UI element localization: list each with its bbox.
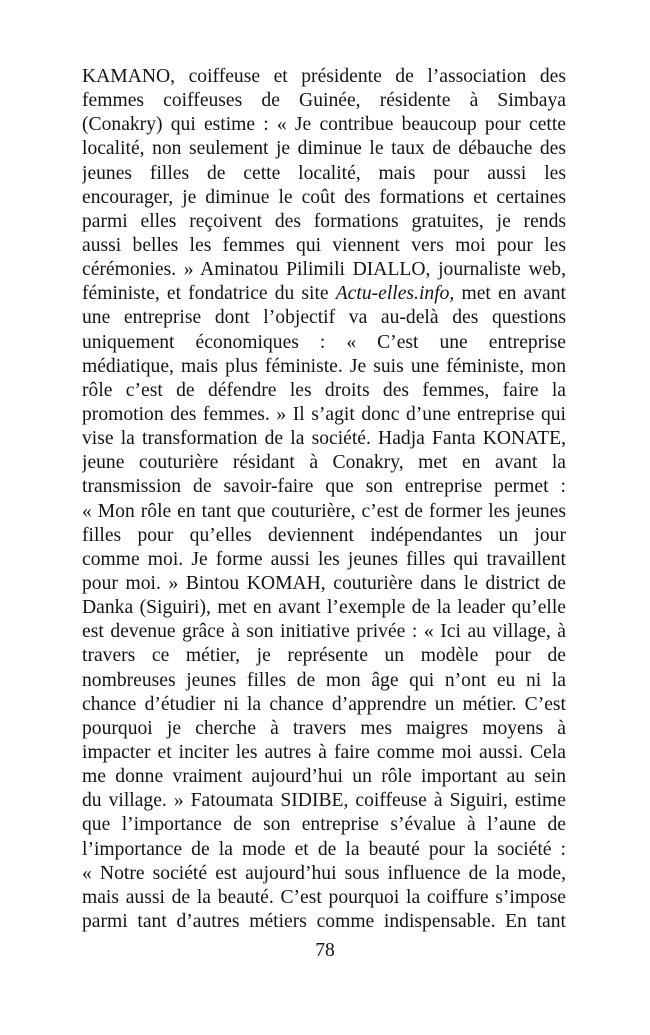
- text-line: du village. » Fatoumata SIDIBE, coiffeuse à Siguiri, estime: [82, 790, 566, 812]
- body-text: [82, 65, 566, 934]
- text-line-with-italic: [82, 282, 566, 306]
- text-line: me donne vraiment aujourd’hui un rôle important au sein: [82, 766, 566, 788]
- text-line: parmi tant d’autres métiers comme indispensable. En tant: [82, 910, 566, 932]
- text-line: KAMANO, coiffeuse et présidente de l’association des: [82, 66, 566, 87]
- text-line: médiatique, mais plus féministe. Je suis une féministe, mon: [82, 355, 566, 377]
- text-line: travers ce métier, je représente un modèle pour de: [82, 645, 566, 667]
- text-line: que l’importance de son entreprise s’évalue à l’aune de: [82, 814, 566, 836]
- text-line: pourquoi je cherche à travers mes maigres moyens à: [82, 717, 566, 739]
- website-name: Actu-elles.info,: [335, 283, 455, 305]
- text-line: jeune couturière résidant à Conakry, met en avant la: [82, 452, 566, 474]
- text-line: une entreprise dont l’objectif va au-delà des questions: [82, 307, 566, 329]
- page-number: 78: [315, 940, 335, 961]
- text-line: femmes coiffeuses de Guinée, résidente à Simbaya: [82, 90, 566, 112]
- text-line: chance d’étudier ni la chance d’apprendre un métier. C’est: [82, 693, 566, 715]
- text-line: aussi belles les femmes qui viennent vers moi pour les: [82, 234, 566, 256]
- text-line: uniquement économiques : « C’est une entreprise: [82, 331, 566, 353]
- text-line: vise la transformation de la société. Hadja Fanta KONATE,: [82, 428, 566, 450]
- text-line: est devenue grâce à son initiative privée : « Ici au village, à: [82, 621, 566, 643]
- text-line: nombreuses jeunes filles de mon âge qui n’ont eu ni la: [82, 669, 566, 691]
- text-line: jeunes filles de cette localité, mais pour aussi les: [82, 162, 566, 184]
- text-line: transmission de savoir-faire que son entreprise permet :: [82, 476, 566, 498]
- text-line: encourager, je diminue le coût des formations et certaines: [82, 186, 566, 208]
- text-line: rôle c’est de défendre les droits des femmes, faire la: [82, 379, 566, 401]
- text-segment: féministe, et fondatrice du site: [82, 283, 336, 305]
- text-line: Danka (Siguiri), met en avant l’exemple de la leader qu’elle: [82, 597, 566, 619]
- text-line: parmi elles reçoivent des formations gratuites, je rends: [82, 210, 566, 232]
- text-line: pour moi. » Bintou KOMAH, couturière dans le district de: [82, 572, 566, 594]
- text-line: comme moi. Je forme aussi les jeunes filles qui travaillent: [82, 548, 566, 570]
- text-line: « Mon rôle en tant que couturière, c’est de former les jeunes: [82, 500, 566, 522]
- text-segment: met en avant: [454, 283, 566, 305]
- text-line: mais aussi de la beauté. C’est pourquoi la coiffure s’impose: [82, 886, 566, 908]
- text-line: filles pour qu’elles deviennent indépendantes un jour: [82, 524, 566, 546]
- text-line: localité, non seulement je diminue le taux de débauche des: [82, 138, 566, 160]
- text-line: « Notre société est aujourd’hui sous influence de la mode,: [82, 862, 566, 884]
- text-line: cérémonies. » Aminatou Pilimili DIALLO, journaliste web,: [82, 259, 566, 281]
- text-line: impacter et inciter les autres à faire comme moi aussi. Cela: [82, 741, 566, 763]
- text-line: promotion des femmes. » Il s’agit donc d’une entreprise qui: [82, 403, 566, 425]
- text-line: l’importance de la mode et de la beauté pour la société :: [82, 838, 566, 860]
- text-line: (Conakry) qui estime : « Je contribue beaucoup pour cette: [82, 114, 566, 136]
